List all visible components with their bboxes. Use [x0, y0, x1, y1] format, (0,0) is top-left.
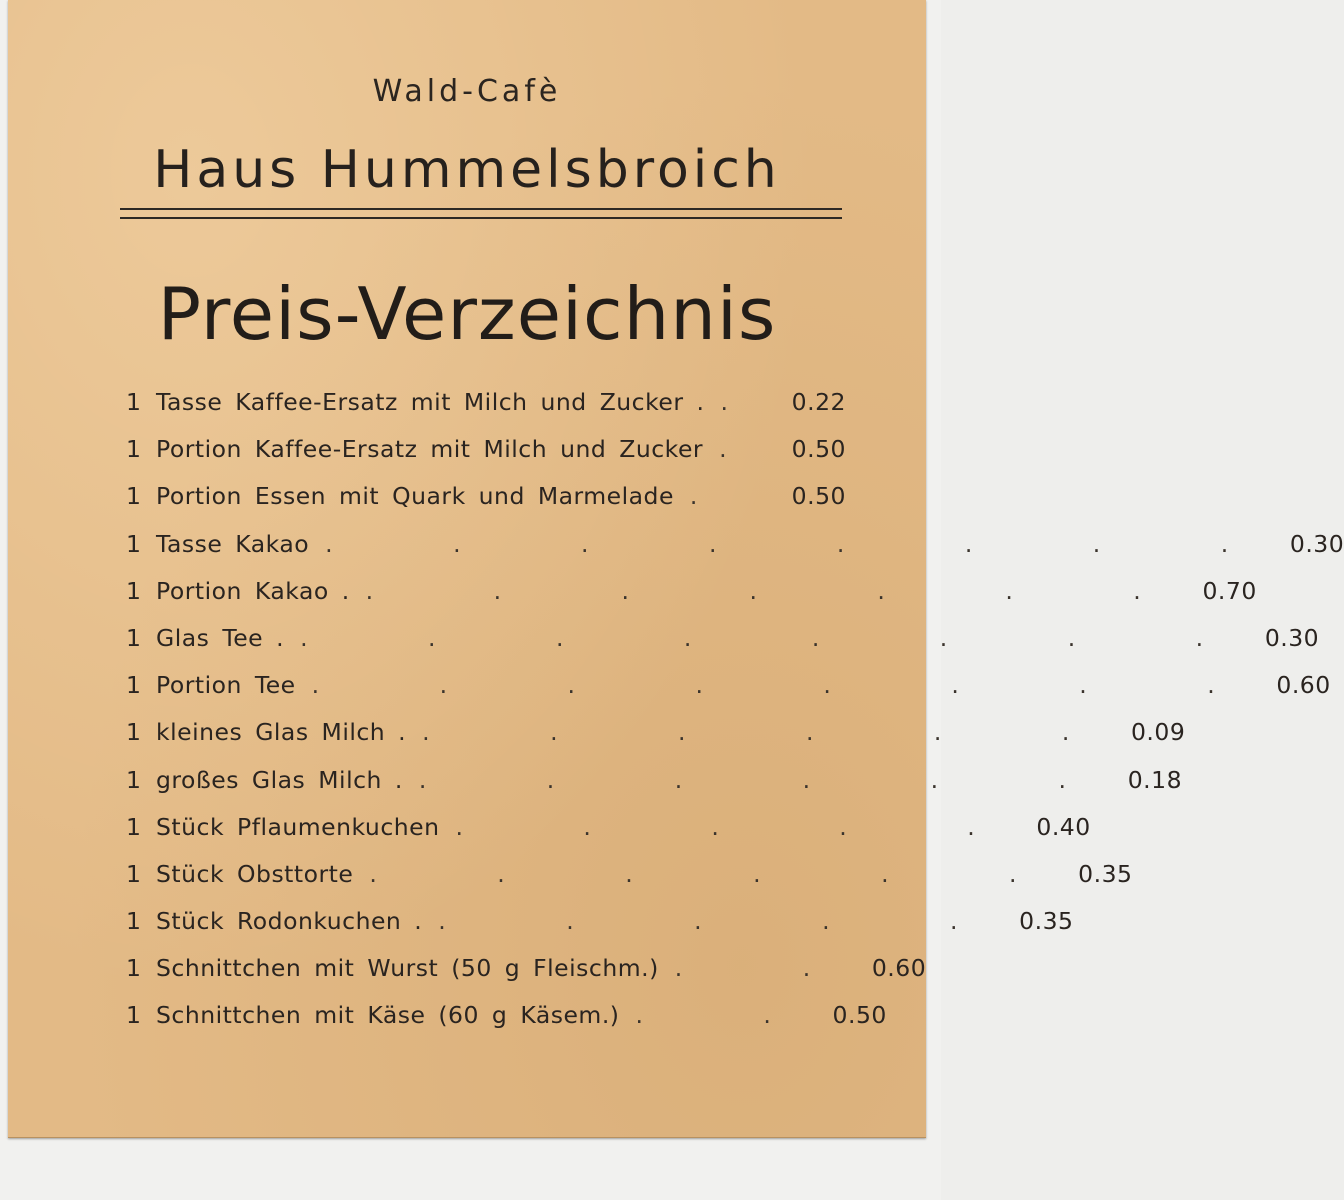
item-price: 0.40 [1036, 812, 1091, 841]
price-row [126, 482, 846, 529]
dot-leader: . [719, 435, 781, 464]
price-list [126, 388, 1344, 1049]
price-row [126, 718, 1186, 765]
item-price: 0.22 [791, 388, 846, 416]
item-price: 0.50 [791, 435, 846, 464]
item-price: 0.60 [871, 954, 927, 983]
item-name: Schnittchen mit Wurst (50 g Fleischm.) [156, 954, 659, 983]
item-name: Stück Obsttorte [156, 859, 354, 888]
item-quantity: 1 [126, 765, 142, 794]
item-name: Stück Pflaumenkuchen [156, 812, 440, 841]
price-row [126, 529, 1344, 577]
item-name: Tasse Kakao [156, 529, 310, 558]
item-quantity: 1 [126, 718, 142, 747]
item-quantity: 1 [126, 671, 142, 700]
item-quantity: 1 [126, 388, 142, 416]
item-name: großes Glas Milch . [156, 765, 403, 794]
item-name: Portion Essen mit Quark und Marmelade [156, 482, 674, 511]
item-quantity: 1 [126, 907, 142, 936]
item-price: 0.30 [1264, 623, 1320, 652]
item-name: Stück Rodonkuchen . [156, 907, 423, 936]
dot-leader: . . [674, 954, 865, 983]
price-row [126, 576, 1257, 624]
item-quantity: 1 [126, 812, 142, 841]
item-quantity: 1 [126, 954, 142, 983]
price-row [126, 623, 1320, 671]
price-row [126, 907, 1074, 954]
item-name: Glas Tee . [156, 623, 285, 652]
price-list-card [8, 0, 1344, 1138]
item-price: 0.09 [1130, 718, 1186, 747]
item-name: Portion Tee [156, 671, 296, 700]
dot-leader: . . . . . . . . [300, 623, 1258, 652]
dot-leader: . . . . . . [418, 765, 1121, 794]
dot-leader: . [720, 388, 782, 416]
price-row [126, 954, 927, 1001]
item-quantity: 1 [126, 482, 142, 511]
dot-leader: . [689, 482, 752, 511]
item-price: 0.50 [832, 1001, 887, 1030]
dot-leader: . . . . . . . . [311, 671, 1269, 700]
price-row [126, 812, 1091, 860]
item-name: Portion Kaffee-Ersatz mit Milch und Zucker [156, 435, 704, 464]
item-name: kleines Glas Milch . [156, 718, 407, 747]
item-price: 0.60 [1276, 671, 1331, 700]
item-quantity: 1 [126, 435, 142, 464]
item-price: 0.50 [791, 482, 846, 511]
item-price: 0.30 [1289, 529, 1344, 558]
dot-leader: . . [635, 1001, 825, 1030]
item-quantity: 1 [126, 623, 142, 652]
item-name: Schnittchen mit Käse (60 g Käsem.) [156, 1001, 620, 1030]
title-rule-top [120, 208, 842, 210]
price-row [126, 435, 846, 482]
house-title: Haus Hummelsbroich [153, 140, 781, 200]
price-row [126, 388, 846, 435]
price-row [126, 765, 1183, 813]
price-row [126, 671, 1331, 718]
item-name: Portion Kakao . [156, 576, 350, 605]
title-rule-bottom [120, 217, 842, 219]
item-quantity: 1 [126, 529, 142, 558]
dot-leader: . . . . . . [369, 859, 1071, 888]
dot-leader: . . . . . . [422, 718, 1124, 747]
item-name: Tasse Kaffee-Ersatz mit Milch und Zucker . [156, 388, 705, 416]
item-price: 0.18 [1127, 765, 1183, 794]
item-price: 0.35 [1019, 907, 1074, 936]
item-quantity: 1 [126, 576, 142, 605]
item-quantity: 1 [126, 859, 142, 888]
dot-leader: . . . . . [455, 812, 1029, 841]
dot-leader: . . . . . [438, 907, 1012, 936]
cafe-subtitle: Wald-Cafè [372, 74, 562, 109]
item-price: 0.70 [1202, 576, 1257, 605]
item-price: 0.35 [1078, 859, 1133, 888]
item-quantity: 1 [126, 1001, 142, 1030]
dot-leader: . . . . . . . [365, 576, 1195, 605]
price-row [126, 1001, 887, 1048]
price-row [126, 859, 1133, 907]
price-list-heading: Preis-Verzeichnis [157, 272, 777, 356]
dot-leader: . . . . . . . . [325, 529, 1283, 558]
